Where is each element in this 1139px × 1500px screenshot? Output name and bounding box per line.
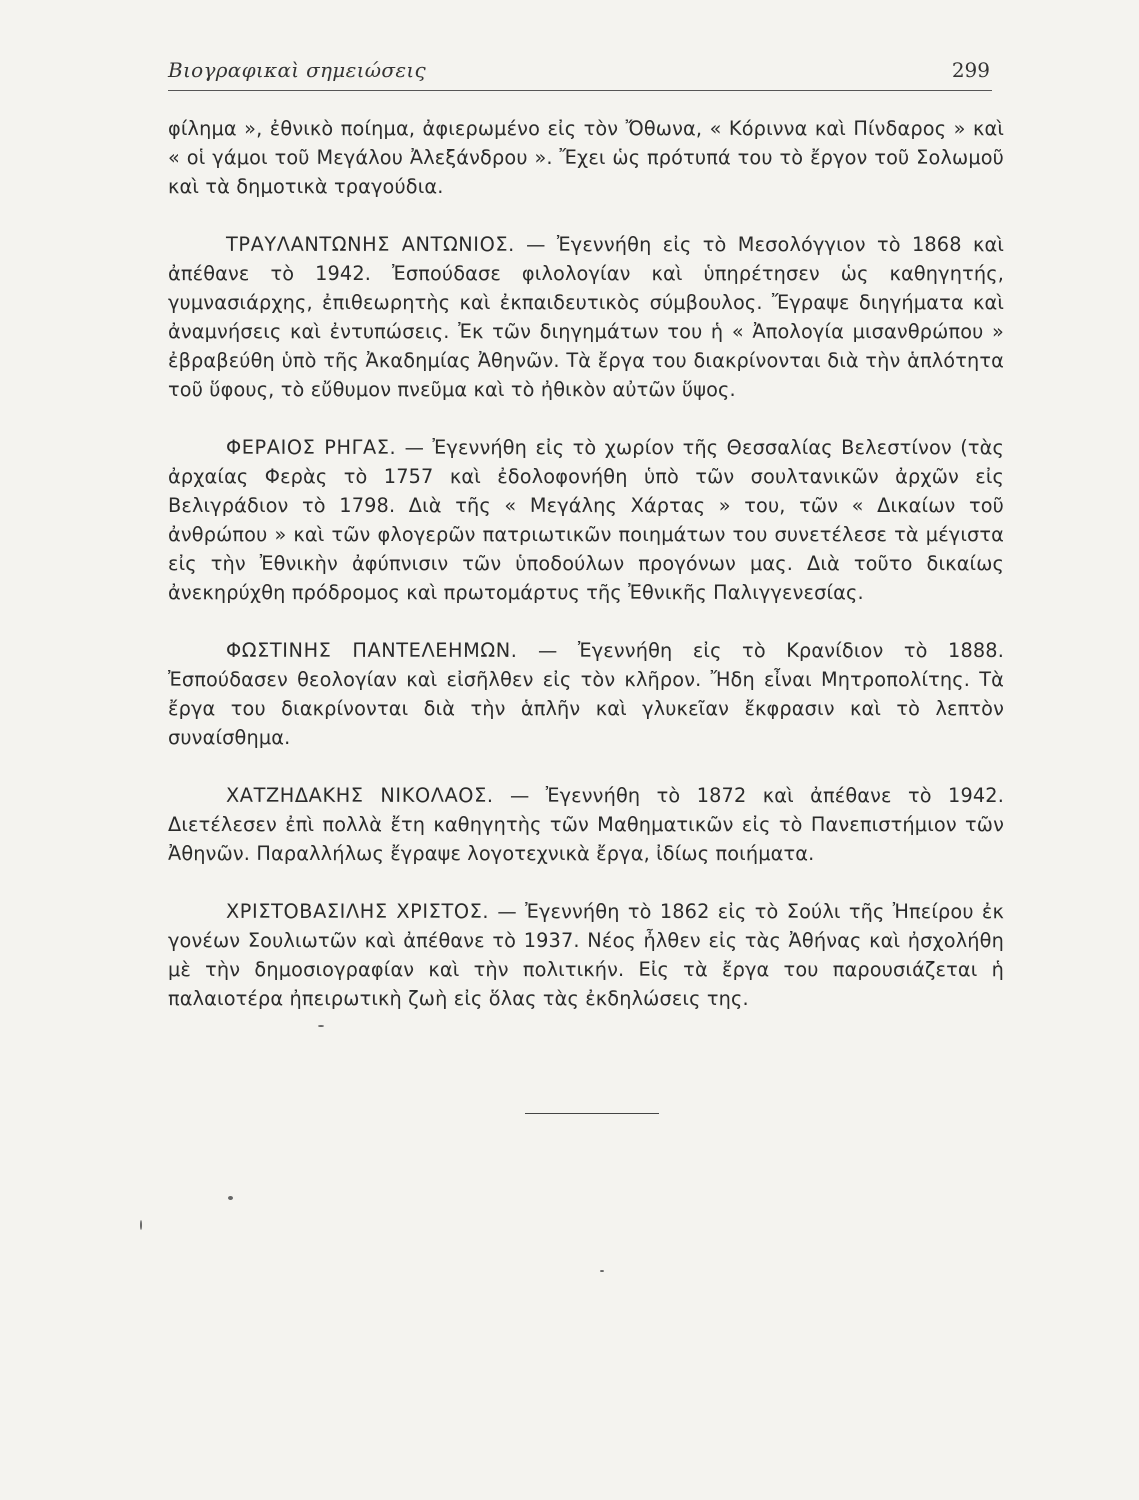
body-text xyxy=(168,114,1004,1042)
entry-text: — Ἐγεννήθη εἰς τὸ χωρίον τῆς Θεσσαλίας Βελεστίνον (τὰς ἀρχαίας Φερὰς τὸ 1757 καὶ ἐδολοφονήθη ὑπὸ τῶν σουλτανικῶν ἀρχῶν εἰς Βελιγράδιον τὸ 1798. Διὰ τῆς « Μεγάλης Χάρτας » του, τῶν « Δικαίων τοῦ ἀνθρώπου » καὶ τῶν φλογερῶν πατριωτικῶν ποιημάτων του συνετέλεσε τὰ μέγιστα εἰς τὴν Ἐθνικὴν ἀφύπνισιν τῶν ὑποδούλων προγόνων μας. Διὰ τοῦτο δικαίως ἀνεκηρύχθη πρόδρομος καὶ πρωτομάρτυς τῆς Ἐθνικῆς Παλιγγενεσίας. xyxy=(168,436,1004,604)
entry-travlantonis xyxy=(168,230,1004,404)
entry-text: — Ἐγεννήθη εἰς τὸ Μεσολόγγιον τὸ 1868 καὶ ἀπέθανε τὸ 1942. Ἐσπούδασε φιλολογίαν καὶ ὑπηρέτησεν ὡς καθηγητής, γυμνασιάρχης, ἐπιθεωρητὴς καὶ ἐκπαιδευτικὸς σύμβουλος. Ἔγραψε διηγήματα καὶ ἀναμνήσεις καὶ ἐντυπώσεις. Ἐκ τῶν διηγημάτων του ἡ « Ἀπολογία μισανθρώπου » ἐβραβεύθη ὑπὸ τῆς Ἀκαδημίας Ἀθηνῶν. Τὰ ἔργα του διακρίνονται διὰ τὴν ἁπλότητα τοῦ ὕφους, τὸ εὔθυμον πνεῦμα καὶ τὸ ἠθικὸν αὐτῶν ὕψος. xyxy=(168,233,1004,401)
running-header xyxy=(168,50,992,94)
entry-name: ΦΕΡΑΙΟΣ ΡΗΓΑΣ. xyxy=(226,436,397,459)
intro-paragraph: φίλημα », ἐθνικὸ ποίημα, ἀφιερωμένο εἰς τὸν Ὄθωνα, « Κόριννα καὶ Πίνδαρος » καὶ « οἱ γάμοι τοῦ Μεγάλου Ἀλεξάνδρου ». Ἔχει ὡς πρότυπά του τὸ ἔργον τοῦ Σολωμοῦ καὶ τὰ δημοτικὰ τραγούδια. xyxy=(168,117,1004,198)
entry-name: ΧΡΙΣΤΟΒΑΣΙΛΗΣ ΧΡΙΣΤΟΣ. xyxy=(226,900,490,923)
entry-text: — Ἐγεννήθη τὸ 1862 εἰς τὸ Σούλι τῆς Ἠπείρου ἐκ γονέων Σουλιωτῶν καὶ ἀπέθανε τὸ 1937. Νέος ἦλθεν εἰς τὰς Ἀθήνας καὶ ἠσχολήθη μὲ τὴν δημοσιογραφίαν καὶ τὴν πολιτικήν. Εἰς τὰ ἔργα του παρουσιάζεται ἡ παλαιοτέρα ἠπειρωτικὴ ζωὴ εἰς ὅλας τὰς ἐκδηλώσεις της. xyxy=(168,900,1004,1010)
end-rule xyxy=(525,1113,659,1114)
scan-speck xyxy=(600,1270,604,1272)
entry-feraios xyxy=(168,433,1004,607)
entry-chatzidakis xyxy=(168,781,1004,868)
entry-christovasilis xyxy=(168,897,1004,1013)
entry-name: ΦΩΣΤΙΝΗΣ ΠΑΝΤΕΛΕΗΜΩΝ. xyxy=(226,639,518,662)
scan-speck xyxy=(140,1220,142,1230)
header-rule xyxy=(168,90,992,91)
entry-name: ΤΡΑΥΛΑΝΤΩΝΗΣ ΑΝΤΩΝΙΟΣ. xyxy=(226,233,515,256)
entry-text: — Ἐγεννήθη τὸ 1872 καὶ ἀπέθανε τὸ 1942. Διετέλεσεν ἐπὶ πολλὰ ἔτη καθηγητὴς τῶν Μαθηματικῶν εἰς τὸ Πανεπιστήμιον τῶν Ἀθηνῶν. Παραλλήλως ἔγραψε λογοτεχνικὰ ἔργα, ἰδίως ποιήματα. xyxy=(168,784,1004,865)
entry-fostinis xyxy=(168,636,1004,752)
scan-speck xyxy=(318,1025,324,1027)
entry-text: — Ἐγεννήθη εἰς τὸ Κρανίδιον τὸ 1888. Ἐσπούδασεν θεολογίαν καὶ εἰσῆλθεν εἰς τὸν κλῆρον. Ἤδη εἶναι Μητροπολίτης. Τὰ ἔργα του διακρίνονται διὰ τὴν ἁπλῆν καὶ γλυκεῖαν ἔκφρασιν καὶ τὸ λεπτὸν συναίσθημα. xyxy=(168,639,1004,749)
page-number: 299 xyxy=(951,58,990,82)
running-header-title: Βιογραφικαὶ σημειώσεις xyxy=(168,58,427,82)
scan-speck xyxy=(228,1196,233,1200)
entry-name: ΧΑΤΖΗΔΑΚΗΣ ΝΙΚΟΛΑΟΣ. xyxy=(226,784,494,807)
